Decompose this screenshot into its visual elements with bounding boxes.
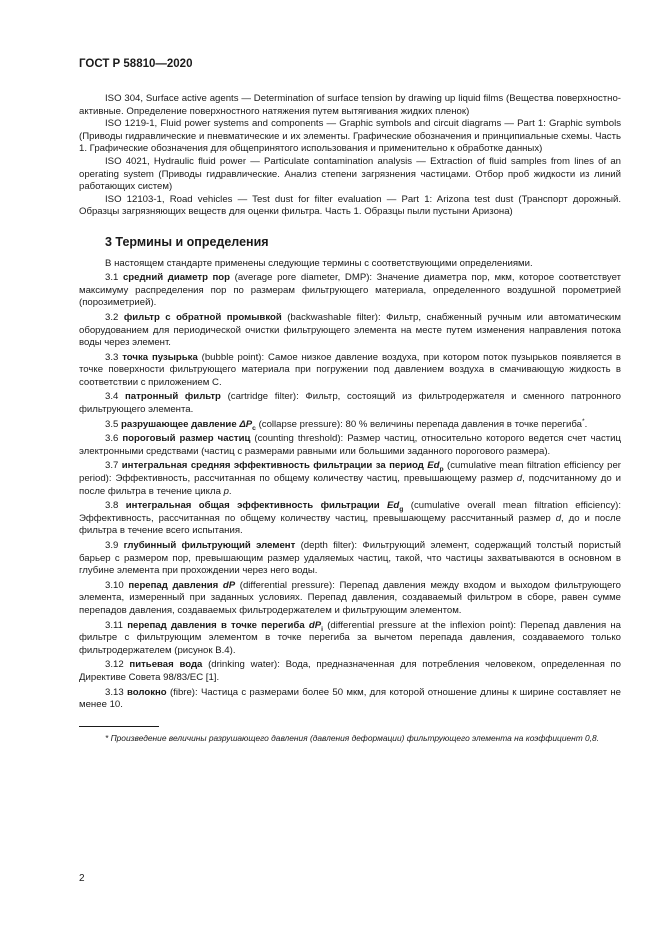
term-text: (collapse pressure): 80 % величины перепада давления в точке перегиба — [255, 418, 582, 430]
term-text-end: . — [584, 418, 588, 430]
term-symbol: Ed — [427, 460, 440, 472]
term-symbol-subscript: g — [399, 506, 404, 514]
footnote-divider — [79, 726, 159, 727]
term-text: (cumulative overall mean filtration efficiency): Эффективность, рассчитанная по общему количеству частиц, превышающему рассчитанный размер — [79, 500, 621, 524]
term-symbol: Ed — [387, 500, 400, 512]
term-definition — [79, 272, 621, 310]
term-text: (average pore diameter, DMP): Значение диаметра пор, мкм, которое соответствует максимуму распределения пор по размерам фильтрующего материала, определенного воздушной порометрией (порозиметрией). — [79, 272, 621, 309]
term-text: , подсчитанному до и после фильтра в течение цикла — [79, 473, 621, 497]
term-definition — [79, 620, 621, 658]
reference-item: ISO 4021, Hydraulic fluid power — Particulate contamination analysis — Extraction of fluid samples from lines of an operating system (Приводы гидравлические. Анализ степени загрязнения частицами. Отбор проб жидкости из линий работающих систем) — [79, 155, 621, 193]
term-number: 3.8 — [105, 500, 119, 512]
term-number: 3.6 — [105, 433, 119, 445]
footnote: * Произведение величины разрушающего давления (давления деформации) фильтрующего элемента на коэффициент 0,8. — [105, 732, 600, 743]
term-name: пороговый размер частиц — [122, 433, 251, 445]
term-definition — [79, 687, 621, 712]
term-variable: d — [555, 512, 562, 524]
term-text: (differential pressure at the inflexion point): Перепад давления на фильтре с фильтрующим элементом в точке перегиба за вычетом перепада давления, создаваемого только фильтродержателем (рисунок В.4). — [79, 619, 621, 656]
term-symbol-subscript: c — [252, 424, 256, 432]
term-name: патронный фильтр — [125, 391, 221, 403]
term-definition — [79, 433, 621, 458]
term-number: 3.9 — [105, 540, 119, 551]
page-number: 2 — [79, 873, 85, 884]
term-text: (drinking water): Вода, предназначенная для потребления человеком, определенная по Директиве Совета 98/83/ЕС [1]. — [79, 659, 622, 683]
term-definition — [79, 391, 621, 416]
term-text: , до и после фильтра в течение всего испытания. — [79, 512, 621, 537]
document-body — [79, 93, 621, 744]
term-name: питьевая вода — [129, 659, 203, 671]
term-name: волокно — [126, 686, 167, 698]
term-text: (depth filter): Фильтрующий элемент, содержащий толстый пористый барьер с размером пор, превышающим размер удаляемых частиц, такой, что частицы захватываются в основном в глубине элемента при прохождении через него воды. — [79, 540, 621, 577]
term-name: перепад давления — [128, 579, 223, 591]
term-number: 3.5 — [105, 418, 119, 430]
reference-item: ISO 1219-1, Fluid power systems and components — Graphic symbols and circuit diagrams — Part 1: Graphic symbols (Приводы гидравлические и пневматические и их элементы. Графические обозначения и принципиальные схемы. Часть 1. Графические обозначения для общепринятого использования и применительно к обработке данных) — [79, 118, 621, 155]
term-text: (cartridge filter): Фильтр, состоящий из фильтродержателя и сменного патронного фильтрующего элемента. — [79, 391, 621, 416]
term-text: (counting threshold): Размер частиц, относительно которого ведется счет частиц электронными средствами (частиц с размерами равными или большими заданного порогового размера). — [79, 433, 621, 457]
term-definition — [79, 659, 621, 684]
term-symbol: dP — [308, 619, 322, 631]
term-number: 3.1 — [105, 272, 119, 284]
term-symbol-subscript: p — [439, 466, 444, 474]
term-symbol: dP — [222, 579, 236, 591]
term-name: перепад давления в точке перегиба — [127, 619, 309, 631]
term-number: 3.3 — [105, 351, 119, 363]
term-definition — [79, 500, 621, 538]
term-name: интегральная общая эффективность фильтрации — [125, 500, 388, 512]
term-number: 3.12 — [105, 659, 124, 671]
term-definition — [79, 460, 621, 498]
term-definition — [79, 580, 621, 618]
reference-item: ISO 12103-1, Road vehicles — Test dust for filter evaluation — Part 1: Arizona test dust (Транспорт дорожный. Образцы загрязняющих веществ для оценки фильтра. Часть 1. Образцы пыли пустыни Аризона) — [79, 193, 621, 218]
reference-item: ISO 304, Surface active agents — Determination of surface tension by drawing up liquid films (Вещества поверхностно-активные. Определение поверхностного натяжения путем вытягивания жидких пленок) — [79, 93, 621, 117]
term-variable: d — [516, 473, 523, 485]
term-text: (differential pressure): Перепад давления между входом и выходом фильтрующего элемента, измеренный при заданных условиях. Перепад давления, создаваемый фильтром в сборе, равен сумме перепадов давления, создаваемых фильтродержателем и фильтрующим элементом. — [79, 579, 622, 616]
term-text: (cumulative mean filtration efficiency per period): Эффективность, рассчитанная по общему количеству частиц, превышающему размер — [79, 460, 622, 485]
term-text: . — [228, 485, 232, 497]
term-text: (bubble point): Самое низкое давление воздуха, при котором поток пузырьков появляется в точке поверхности фильтрующего материала при погружении под давлением воздуха в смачивающую жидкость в соответствии с приложением С. — [79, 351, 621, 388]
section-title: 3 Термины и определения — [105, 234, 269, 249]
section-intro: В настоящем стандарте применены следующие термины с соответствующими определениями. — [105, 257, 533, 269]
term-name: фильтр с обратной промывкой — [123, 311, 282, 323]
term-number: 3.13 — [105, 686, 124, 698]
term-name: средний диаметр пор — [122, 272, 231, 284]
term-number: 3.11 — [105, 619, 123, 631]
term-name: интегральная средняя эффективность фильтрации за период — [121, 460, 428, 472]
term-name: глубинный фильтрующий элемент — [123, 540, 296, 551]
term-number: 3.4 — [105, 391, 119, 403]
term-text: (fibre): Частица с размерами более 50 мкм, для которой отношение длины к ширине составляет не менее 10. — [79, 686, 622, 711]
standard-header: ГОСТ Р 58810—2020 — [79, 58, 193, 70]
term-name: точка пузырька — [122, 351, 198, 363]
footnote-marker: * — [581, 417, 585, 425]
term-text: (backwashable filter): Фильтр, снабженный ручным или автоматическим оборудованием для периодической очистки фильтрующего элемента на месте путем изменения направления потока воды через элемент. — [79, 311, 621, 349]
term-symbol-subscript: i — [321, 625, 324, 633]
term-number: 3.7 — [105, 460, 119, 472]
term-number: 3.10 — [105, 579, 124, 591]
term-symbol: ΔP — [239, 418, 253, 430]
term-definition — [79, 419, 621, 432]
term-definition — [79, 352, 621, 390]
term-number: 3.2 — [105, 311, 119, 323]
term-definition — [79, 540, 621, 578]
term-name: разрушающее давление — [121, 418, 240, 430]
term-definition — [79, 312, 621, 350]
term-variable: p — [223, 485, 229, 497]
